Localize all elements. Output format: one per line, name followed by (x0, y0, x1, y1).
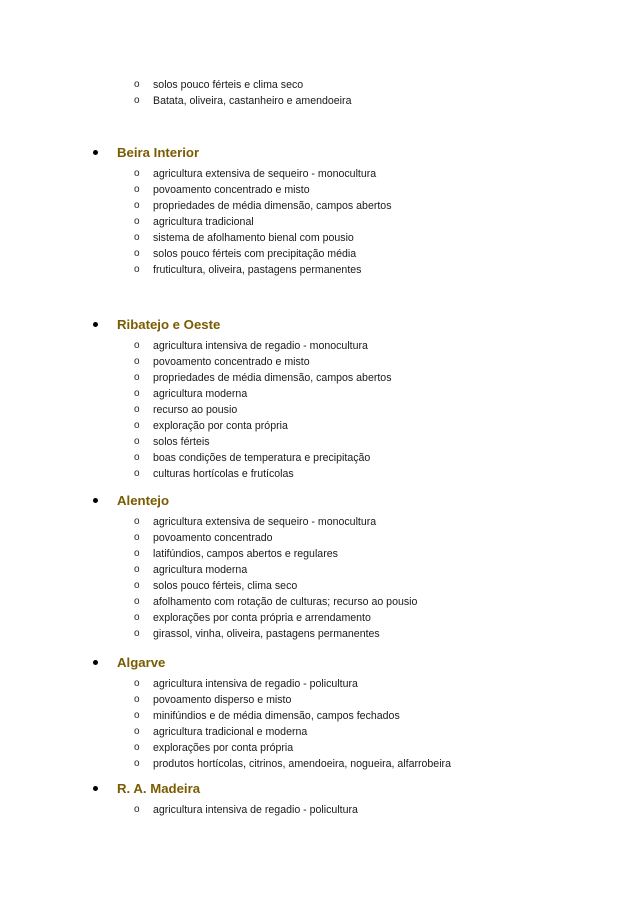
list-item-text: girassol, vinha, oliveira, pastagens permanentes (153, 628, 380, 640)
sub-bullet-icon: o (134, 184, 140, 195)
list-item-text: recurso ao pousio (153, 404, 238, 416)
sub-bullet-icon: o (134, 372, 140, 383)
list-item-text: povoamento disperso e misto (153, 694, 292, 706)
section-heading: Beira Interior (117, 145, 200, 160)
list-item-text: afolhamento com rotação de culturas; recurso ao pousio (153, 596, 418, 608)
sub-bullet-icon: o (134, 758, 140, 769)
sub-bullet-icon: o (134, 694, 140, 705)
list-item-text: agricultura moderna (153, 388, 248, 400)
list-item-text: explorações por conta própria e arrendamento (153, 612, 371, 624)
sub-bullet-icon: o (134, 436, 140, 447)
sub-bullet-icon: o (134, 452, 140, 463)
list-item-text: agricultura intensiva de regadio - policultura (153, 678, 358, 690)
list-item-text: solos pouco férteis e clima seco (153, 79, 304, 91)
sub-bullet-icon: o (134, 248, 140, 259)
list-item-text: Batata, oliveira, castanheiro e amendoeira (153, 95, 352, 107)
list-item-text: agricultura tradicional e moderna (153, 726, 308, 738)
sub-bullet-icon: o (134, 200, 140, 211)
sub-bullet-icon: o (134, 532, 140, 543)
sub-bullet-icon: o (134, 548, 140, 559)
bullet-icon (93, 660, 98, 665)
section-heading: Algarve (117, 655, 166, 670)
bullet-icon (93, 150, 98, 155)
list-item-text: fruticultura, oliveira, pastagens permanentes (153, 264, 362, 276)
list-item-text: explorações por conta própria (153, 742, 294, 754)
sub-bullet-icon: o (134, 710, 140, 721)
sub-bullet-icon: o (134, 516, 140, 527)
list-item-text: agricultura intensiva de regadio - policultura (153, 804, 358, 816)
list-item-text: agricultura intensiva de regadio - monocultura (153, 340, 368, 352)
sub-bullet-icon: o (134, 264, 140, 275)
sub-bullet-icon: o (134, 356, 140, 367)
sub-bullet-icon: o (134, 468, 140, 479)
bullet-icon (93, 786, 98, 791)
list-item-text: povoamento concentrado (153, 532, 273, 544)
list-item-text: boas condições de temperatura e precipitação (153, 452, 371, 464)
sub-bullet-icon: o (134, 596, 140, 607)
sub-bullet-icon: o (134, 804, 140, 815)
sub-bullet-icon: o (134, 612, 140, 623)
list-item-text: povoamento concentrado e misto (153, 356, 310, 368)
list-item-text: latifúndios, campos abertos e regulares (153, 548, 338, 560)
sub-bullet-icon: o (134, 628, 140, 639)
list-item-text: minifúndios e de média dimensão, campos fechados (153, 710, 400, 722)
sub-bullet-icon: o (134, 232, 140, 243)
list-item-text: propriedades de média dimensão, campos abertos (153, 372, 392, 384)
sub-bullet-icon: o (134, 216, 140, 227)
sub-bullet-icon: o (134, 168, 140, 179)
list-item-text: sistema de afolhamento bienal com pousio (153, 232, 354, 244)
sub-bullet-icon: o (134, 726, 140, 737)
sub-bullet-icon: o (134, 340, 140, 351)
sub-bullet-icon: o (134, 580, 140, 591)
list-item-text: agricultura tradicional (153, 216, 254, 228)
sub-bullet-icon: o (134, 420, 140, 431)
list-item-text: produtos hortícolas, citrinos, amendoeira, nogueira, alfarrobeira (153, 758, 451, 770)
bullet-icon (93, 322, 98, 327)
bullet-icon (93, 498, 98, 503)
list-item-text: solos férteis (153, 436, 210, 448)
list-item-text: agricultura extensiva de sequeiro - monocultura (153, 168, 377, 180)
sub-bullet-icon: o (134, 678, 140, 689)
list-item-text: agricultura moderna (153, 564, 248, 576)
list-item-text: exploração por conta própria (153, 420, 288, 432)
sub-bullet-icon: o (134, 388, 140, 399)
section-heading: R. A. Madeira (117, 781, 201, 796)
list-item-text: solos pouco férteis com precipitação média (153, 248, 357, 260)
list-item-text: solos pouco férteis, clima seco (153, 580, 298, 592)
list-item-text: agricultura extensiva de sequeiro - monocultura (153, 516, 377, 528)
sub-bullet-icon: o (134, 404, 140, 415)
sub-bullet-icon: o (134, 95, 140, 106)
sub-bullet-icon: o (134, 742, 140, 753)
section-heading: Alentejo (117, 493, 170, 508)
sub-bullet-icon: o (134, 564, 140, 575)
sub-bullet-icon: o (134, 79, 140, 90)
list-item-text: propriedades de média dimensão, campos abertos (153, 200, 392, 212)
section-heading: Ribatejo e Oeste (117, 317, 221, 332)
list-item-text: culturas hortícolas e frutícolas (153, 468, 294, 480)
list-item-text: povoamento concentrado e misto (153, 184, 310, 196)
